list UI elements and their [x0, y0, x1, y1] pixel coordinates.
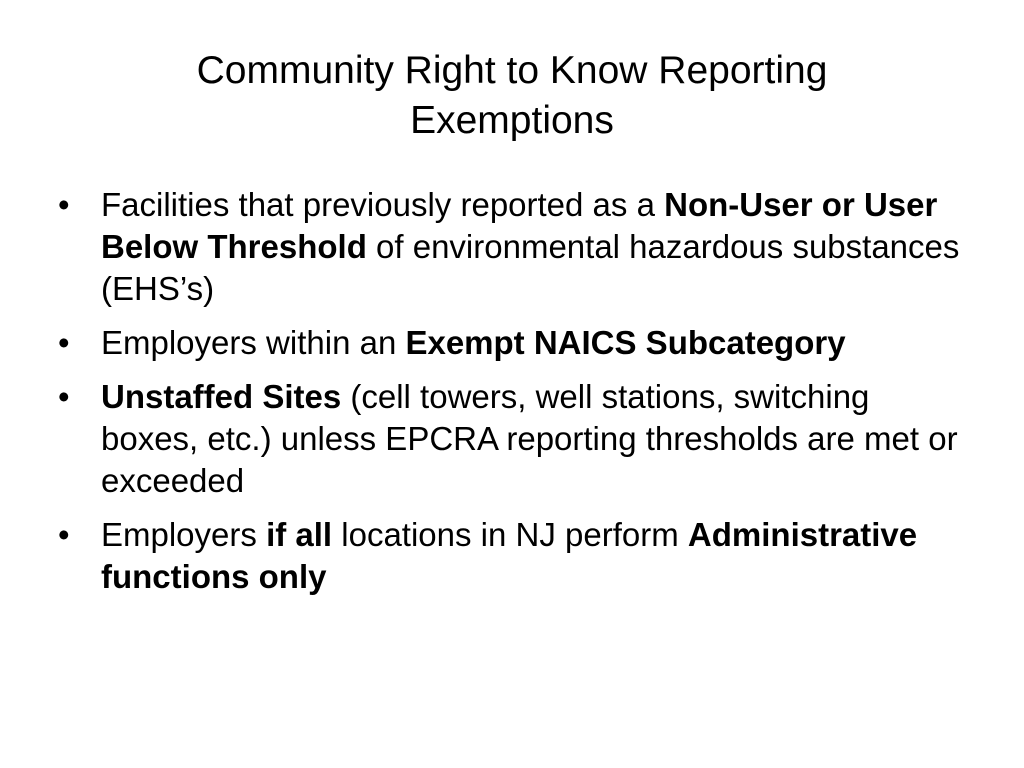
- slide-title-line-1: Community Right to Know Reporting: [196, 49, 828, 92]
- bullet-item-administrative: [58, 514, 970, 598]
- bullet-marker: •: [58, 378, 70, 415]
- bullet-marker: •: [58, 516, 70, 553]
- bullet-text: [101, 186, 959, 307]
- bullet-text-bold: Exempt NAICS Subcategory: [405, 324, 846, 361]
- bullet-marker: •: [58, 186, 70, 223]
- bullet-text: [101, 378, 958, 499]
- bullet-item-unstaffed-sites: [58, 376, 970, 502]
- bullet-text-bold: Non-User or User Below Threshold: [101, 186, 938, 265]
- bullet-text-part: (cell towers, well stations, switching boxes, etc.) unless EPCRA reporting thresholds are met or exceeded: [101, 378, 958, 499]
- bullet-text-bold: Unstaffed Sites: [101, 378, 342, 415]
- bullet-list: [58, 184, 970, 610]
- slide-title-line-2: Exemptions: [410, 99, 614, 142]
- bullet-text-part: Facilities that previously reported as a: [101, 186, 665, 223]
- bullet-item-non-user: [58, 184, 970, 310]
- bullet-text-part: Employers: [101, 516, 267, 553]
- bullet-text-part: of environmental hazardous substances (EHS’s): [101, 228, 960, 307]
- bullet-text-part: Employers within an: [101, 324, 406, 361]
- slide-title: [40, 46, 984, 146]
- bullet-text-part: locations in NJ perform: [332, 516, 688, 553]
- bullet-text-bold: Administrative functions only: [101, 516, 918, 595]
- bullet-text-bold: if all: [266, 516, 333, 553]
- bullet-text: [101, 516, 917, 595]
- bullet-marker: •: [58, 324, 70, 361]
- bullet-text: [101, 324, 846, 361]
- bullet-item-naics: [58, 322, 970, 364]
